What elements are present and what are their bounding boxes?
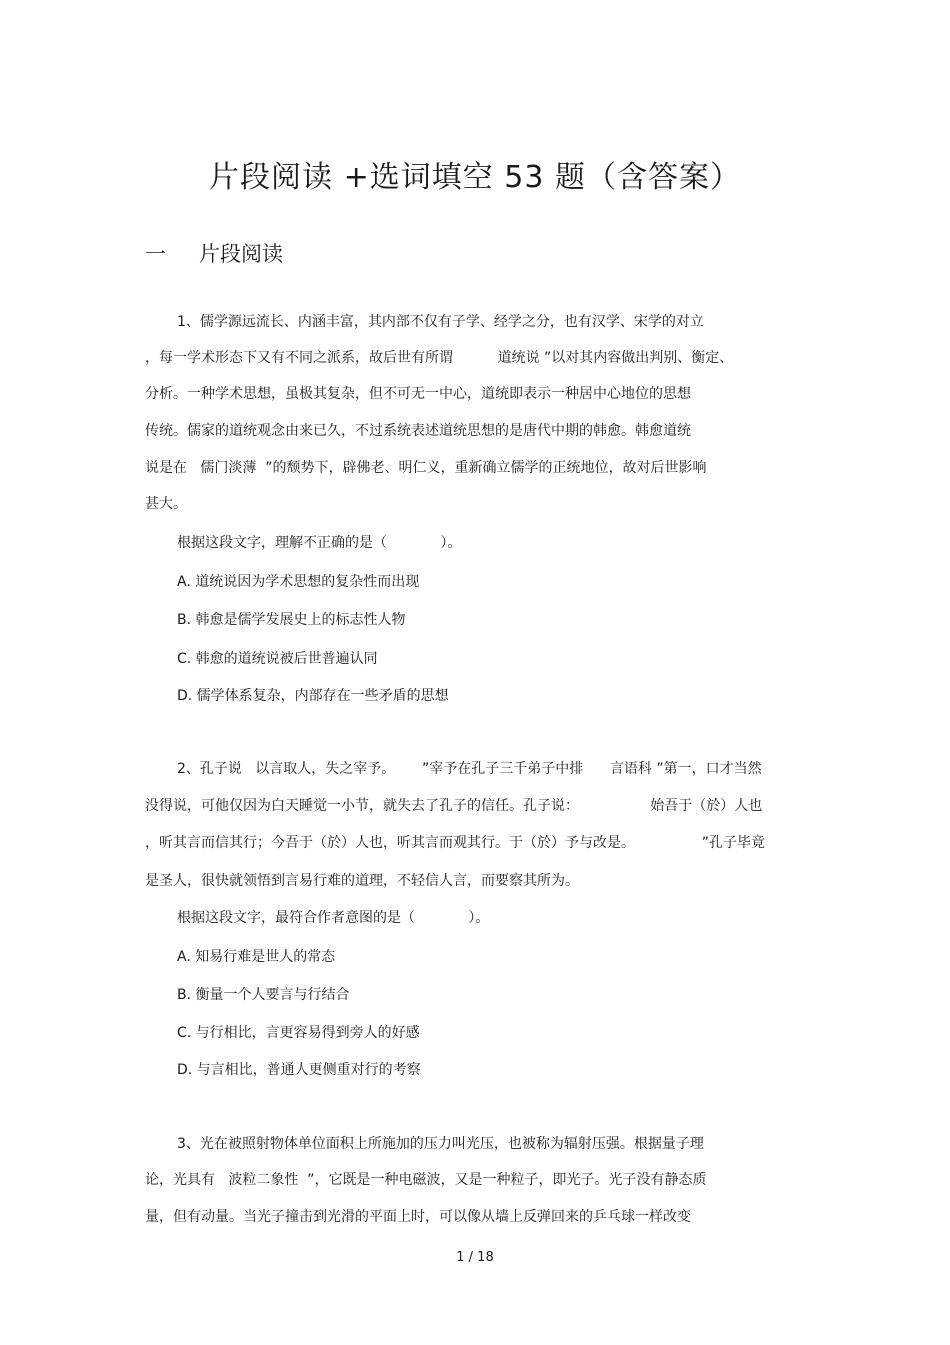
- q2-line: 是圣人，很快就领悟到言易行难的道理，不轻信人言，而要察其所为。: [145, 873, 579, 889]
- q1-line: 分析。一种学术思想，虽极其复杂，但不可无一中心，道统即表示一种居中心地位的思想: [145, 386, 691, 402]
- q2-option-a: A. 知易行难是世人的常态: [177, 949, 336, 965]
- q3-line: 量，但有动量。当光子撞击到光滑的平面上时，可以像从墙上反弹回来的乒乓球一样改变: [145, 1209, 691, 1225]
- q2-option-b: B. 衡量一个人要言与行结合: [177, 987, 350, 1003]
- q3-line: 3、光在被照射物体单位面积上所施加的压力叫光压，也被称为辐射压强。根据量子理: [177, 1136, 704, 1152]
- document-title: 片段阅读 +选词填空 53 题（含答案）: [209, 160, 741, 195]
- q2-line: 2、孔子说 以言取人，失之宰予。 ”宰予在孔子三千弟子中排 言语科 ”第一，口才当然: [177, 761, 762, 777]
- q1-line: 说是在 儒门淡薄 ”的颓势下，辟佛老、明仁义，重新确立儒学的正统地位，故对后世影响: [145, 460, 707, 476]
- section-heading: [145, 238, 283, 268]
- q1-question: 根据这段文字，理解不正确的是（ ）。: [177, 535, 462, 551]
- q1-line: ，每一学术形态下又有不同之派系，故后世有所谓 道统说 ”以对其内容做出判别、衡定、: [145, 350, 734, 366]
- q2-question: 根据这段文字，最符合作者意图的是（ ）。: [177, 910, 490, 926]
- q2-option-c: C. 与行相比，言更容易得到旁人的好感: [177, 1025, 420, 1041]
- q3-line: 论，光具有 波粒二象性 ”，它既是一种电磁波，又是一种粒子，即光子。光子没有静态质: [145, 1172, 707, 1188]
- q1-line: 传统。儒家的道统观念由来已久，不过系统表述道统思想的是唐代中期的韩愈。韩愈道统: [145, 423, 691, 439]
- q1-line: 1、儒学源远流长、内涵丰富，其内部不仅有子学、经学之分，也有汉学、宋学的对立: [177, 314, 704, 330]
- page-number: 1 / 18: [456, 1250, 494, 1265]
- q2-line: ，听其言而信其行；今吾于（於）人也，听其言而观其行。于（於）予与改是。 ”孔子毕竟: [145, 835, 766, 851]
- q2-line: 没得说，可他仅因为白天睡觉一小节，就失去了孔子的信任。孔子说： 始吾于（於）人也: [145, 798, 763, 814]
- q1-line: 甚大。: [145, 496, 187, 512]
- q2-option-d: D. 与言相比，普通人更侧重对行的考察: [177, 1062, 421, 1078]
- section-number: 一: [145, 242, 166, 266]
- q1-option-b: B. 韩愈是儒学发展史上的标志性人物: [177, 612, 406, 628]
- section-label: 片段阅读: [199, 242, 283, 266]
- q1-option-d: D. 儒学体系复杂，内部存在一些矛盾的思想: [177, 688, 449, 704]
- q1-option-a: A. 道统说因为学术思想的复杂性而出现: [177, 574, 420, 590]
- q1-option-c: C. 韩愈的道统说被后世普遍认同: [177, 651, 378, 667]
